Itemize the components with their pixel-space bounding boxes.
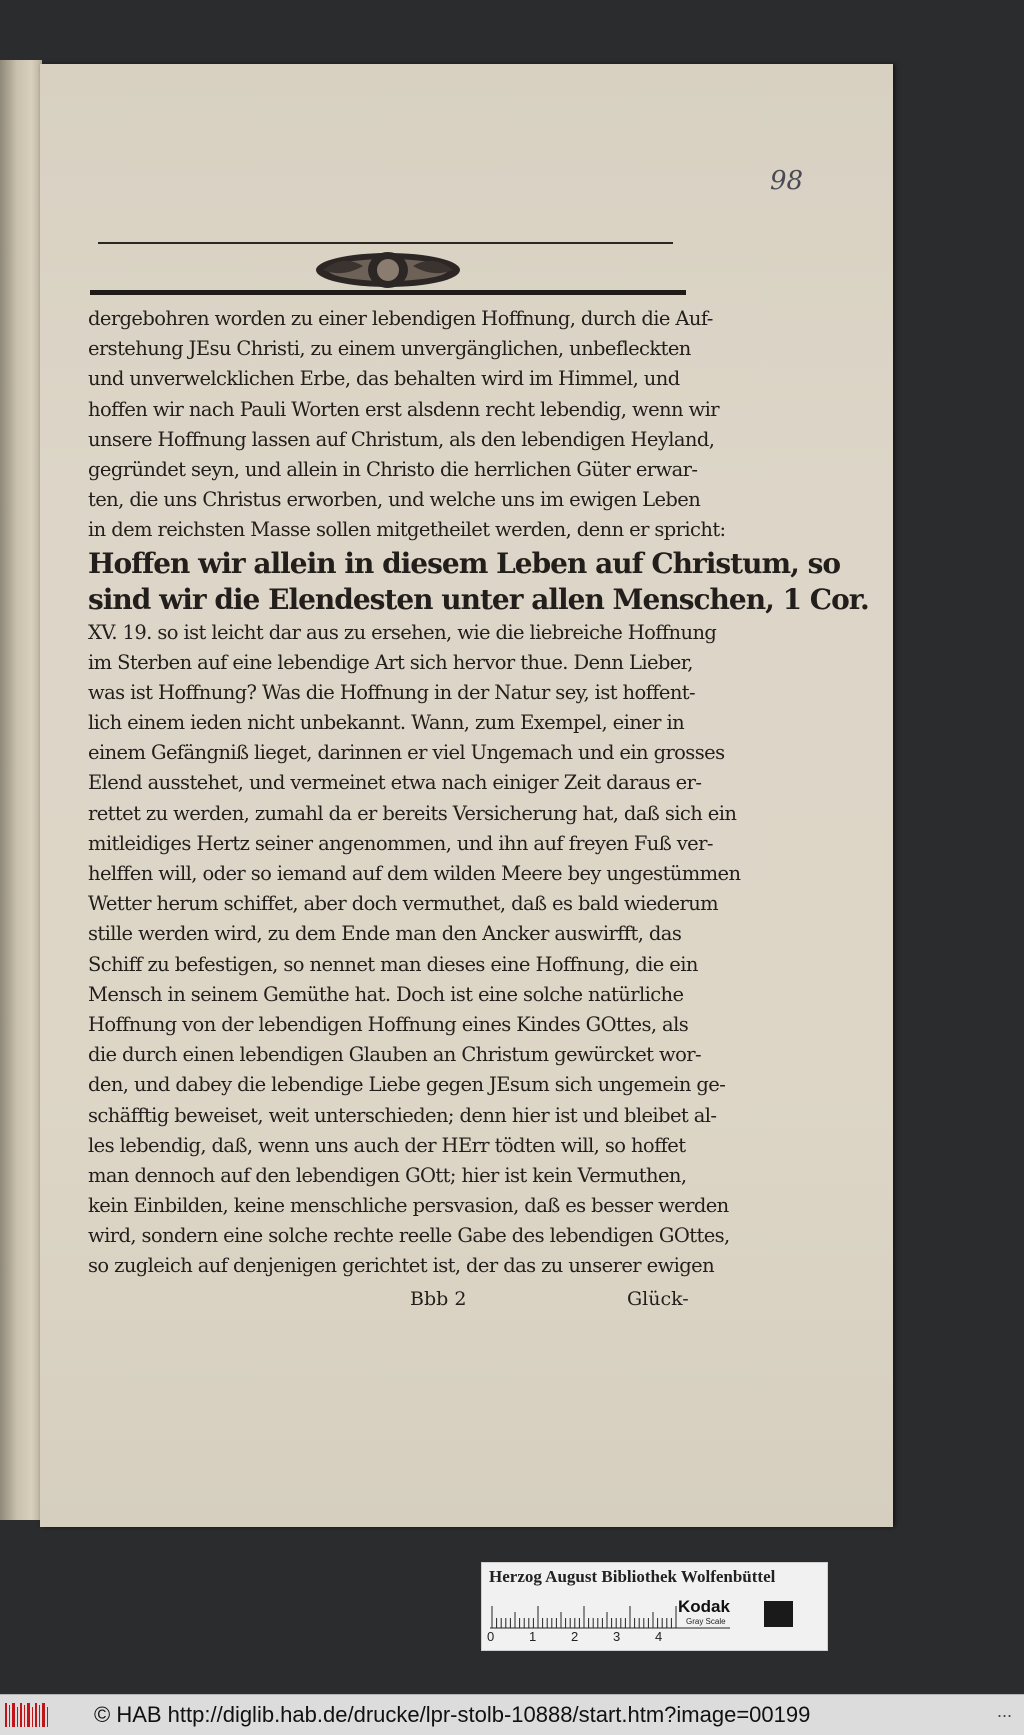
signature-mark: Bbb 2 <box>410 1288 467 1310</box>
library-name: Herzog August Bibliothek Wolfenbüttel <box>489 1567 776 1586</box>
text-line: les lebendig, daß, wenn uns auch der HErr tödten will, so hoffet <box>88 1133 686 1157</box>
ruler-number: 4 <box>655 1629 663 1644</box>
headpiece-ornament <box>313 248 463 292</box>
text-line: die durch einen lebendigen Glauben an Christum gewürcket wor- <box>88 1043 701 1067</box>
text-line: in dem reichsten Masse sollen mitgetheilet werden, denn er spricht: <box>88 518 726 542</box>
text-line: und unverwelcklichen Erbe, das behalten wird im Himmel, und <box>88 367 680 391</box>
gray-scale-label: Gray Scale <box>686 1617 726 1626</box>
catchword: Glück- <box>627 1288 689 1310</box>
text-line: Elend ausstehet, und vermeinet etwa nach einiger Zeit daraus er- <box>88 771 702 795</box>
text-line: Hoffnung von der lebendigen Hoffnung eines Kindes GOttes, als <box>88 1012 689 1036</box>
adjacent-page-edge <box>0 60 42 1520</box>
text-line: gegründet seyn, und allein in Christo die herrlichen Güter erwar- <box>88 457 698 481</box>
text-line: kein Einbilden, keine menschliche persvasion, daß es besser werden <box>88 1194 729 1218</box>
text-line: unsere Hoffnung lassen auf Christum, als den lebendigen Heyland, <box>88 427 715 451</box>
ruler-number: 3 <box>613 1629 621 1644</box>
text-line: sind wir die Elendesten unter allen Menschen, 1 Cor. <box>88 582 869 616</box>
text-line: Hoffen wir allein in diesem Leben auf Christum, so <box>88 546 841 580</box>
folio-number: 98 <box>770 166 804 196</box>
text-line: helffen will, oder so iemand auf dem wilden Meere bey ungestümmen <box>88 862 741 885</box>
text-line: erstehung JEsu Christi, zu einem unvergänglichen, unbefleckten <box>88 337 691 361</box>
text-line: Mensch in seinem Gemüthe hat. Doch ist eine solche natürliche <box>88 982 684 1006</box>
barcode-logo-icon <box>4 1701 50 1729</box>
text-line: stille werden wird, zu dem Ende man den Ancker auswirfft, das <box>88 922 682 946</box>
text-line: lich einem ieden nicht unbekannt. Wann, zum Exempel, einer in <box>88 711 685 735</box>
text-line: dergebohren worden zu einer lebendigen Hoffnung, durch die Auf- <box>88 307 713 330</box>
text-line: rettet zu werden, zumahl da er bereits Versicherung hat, daß sich ein <box>88 801 737 825</box>
text-line: Wetter herum schiffet, aber doch vermuthet, daß es bald wiederum <box>88 892 719 916</box>
text-line: einem Gefängniß lieget, darinnen er viel Ungemach und ein grosses <box>88 741 725 765</box>
source-url[interactable]: © HAB http://diglib.hab.de/drucke/lpr-stolb-10888/start.htm?image=00199 <box>94 1702 811 1727</box>
black-patch <box>764 1601 793 1627</box>
text-line: wird, sondern eine solche rechte reelle Gabe des lebendigen GOttes, <box>88 1224 730 1248</box>
text-line: hoffen wir nach Pauli Worten erst alsdenn recht lebendig, wenn wir <box>88 397 719 421</box>
ruler-number: 1 <box>529 1629 537 1644</box>
text-line: so zugleich auf denjenigen gerichtet ist, der das zu unserer ewigen <box>88 1254 715 1278</box>
kodak-brand: Kodak <box>678 1597 730 1616</box>
text-line: den, und dabey die lebendige Liebe gegen JEsum sich ungemein ge- <box>88 1073 726 1097</box>
text-line: ten, die uns Christus erworben, und welche uns im ewigen Leben <box>88 488 701 512</box>
headpiece-rule <box>90 290 686 295</box>
ruler-number: 2 <box>571 1629 579 1644</box>
header-rule <box>98 242 673 244</box>
body-text <box>88 304 869 1282</box>
text-line: was ist Hoffnung? Was die Hoffnung in der Natur sey, ist hoffent- <box>88 680 696 704</box>
text-line: mitleidiges Hertz seiner angenommen, und ihn auf freyen Fuß ver- <box>88 831 713 855</box>
ruler-number: 0 <box>487 1629 495 1644</box>
text-line: man dennoch auf den lebendigen GOtt; hier ist kein Vermuthen, <box>88 1163 687 1187</box>
more-icon[interactable]: ... <box>996 1701 1012 1721</box>
text-line: XV. 19. so ist leicht dar aus zu ersehen, wie die liebreiche Hoffnung <box>88 620 717 644</box>
text-line: im Sterben auf eine lebendige Art sich hervor thue. Denn Lieber, <box>88 650 693 674</box>
viewer-footer-bar <box>0 1694 1024 1735</box>
library-color-card <box>481 1562 828 1651</box>
text-line: Schiff zu befestigen, so nennet man dieses eine Hoffnung, die ein <box>88 952 698 976</box>
text-line: schäfftig beweiset, weit unterschieden; denn hier ist und bleibet al- <box>88 1103 717 1127</box>
